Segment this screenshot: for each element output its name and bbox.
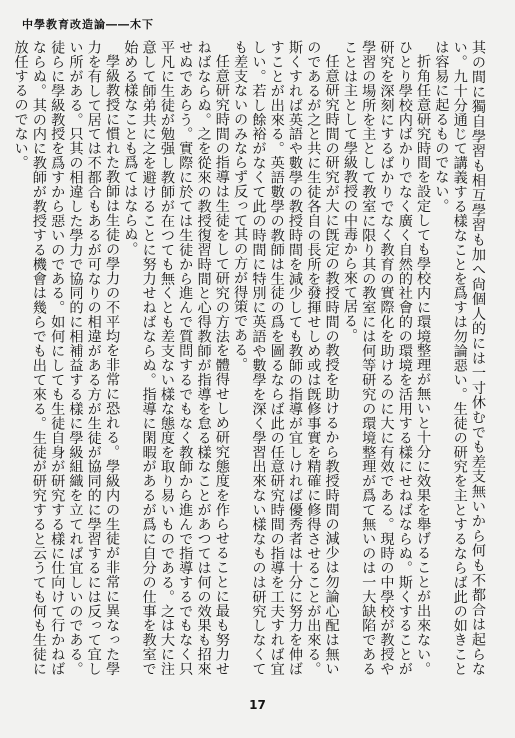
paragraph: 折角任意研究時間を設定しても學校内に環境整理が無いと十分に效果を舉げることが出來ない。ひとり學校内ばかりでなく廣く自然的社會的の環境を活用する樣にせねばならぬ。斯くすることが研究を深刻にするばかりでなく教育の實際化を助けるのに大に有效である。現時の中學校が教授や學習の場所を主として教室に限り其の教室には何等研究の環境整理が爲て無いのは一大缺陷であることは主として學級教授の中毒から來て居る。 xyxy=(341,40,432,676)
running-head: 中學教育改造論――木下 xyxy=(22,18,154,31)
paragraph: 其の間に獨自學習も相互學習も加へ尙個人的には一寸休むでも差支無いから何も不都合は起らない。九十分通じて講義する樣なことを爲すは勿論惡い。生徒の研究を主とするならば此の如きことは容易に起るものでない。 xyxy=(433,40,486,676)
paragraph: 任意研究時間の指導は生徒をして研究の方法を體得せしめ研究態度を作らせることに最も努力せねばならぬ。之を從來の教授復習時間と心得教師が指導を怠る樣なことがあつては何の效果も招來せぬであらう。實際に於ては生徒から進んで質問するでもなく教師から進んで指導するでもなく只平凡に生徒が勉强し教師が在つても無くとも差支ない樣な態度を取り易いものである。之は大に注意して師弟共に之を避けることに努力せねばならぬ。指導に閑暇があるが爲に自分の仕事を教室で始める樣なことも爲てはならぬ。 xyxy=(122,40,230,676)
paragraph: 任意研究時間の研究が大に旣定の教授時間の教授を助けるから教授時間の減少は勿論心配は無いのであるが之と共に生徒各自の長所を發揮せしめ或は旣修事實を精確に修得させることが出來る。斯くすれば英語や數學の教授時間を減少しても教師の指導が宜しければ優秀者は十分に努力を伸ばすことが出來る。英語數學の教師は生徒の爲を圖るならば此の任意研究時間の指導を工夫すれば宜しい。若し餘裕がなくて此の時間に特別に英語や數學を深く學習出來ない樣なものは研究しなくても差支ないのみならず反って其の方が得策である。 xyxy=(232,40,340,676)
paragraph: 學級教授に慣れた教師は生徒の學力の不平均を非常に恐れる。學級内の生徒が非常に異なった學力を有して居ては不都合もあるが可なりの相違がある方が生徒が協同的に學習するには反って宜しい所がある。只其の相違した學力で協同的に相補益する樣に學級組織を立てれば宜しいのである。徒らに學級教授を爲すから惡いのである。如何にしても生徒自身が研究する樣に仕向けて行かねばならぬ。其の内に教師が教授する機會は幾らでも出て來る。生徒が研究すると云うても何も生徒に放任するのでない。 xyxy=(12,40,121,676)
page-number: 17 xyxy=(249,698,266,712)
body-text xyxy=(12,40,487,676)
